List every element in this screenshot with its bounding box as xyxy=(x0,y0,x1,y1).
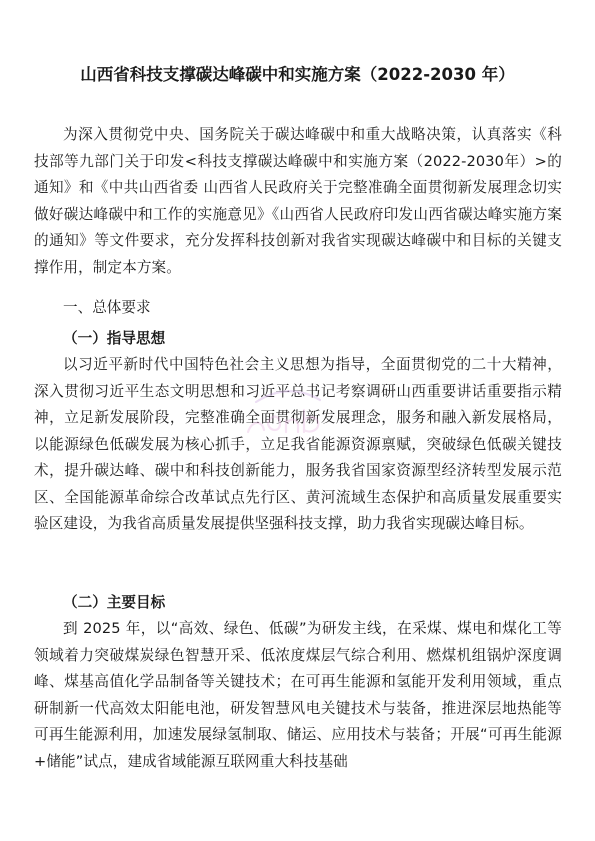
guiding-ideology-paragraph: 以习近平新时代中国特色社会主义思想为指导，全面贯彻党的二十大精神，深入贯彻习近平生态文明思想和习近平总书记考察调研山西重要讲话重要指示精神，立足新发展阶段，完整准确全面贯彻新发展理念，服务和融入新发展格局，以能源绿色低碳发展为核心抓手，立足我省能源资源禀赋，突破绿色低碳关键技术，提升碳达峰、碳中和科技创新能力，服务我省国家资源型经济转型发展示范区、全国能源革命综合改革试点先行区、黄河流域生态保护和高质量发展重要实验区建设，为我省高质量发展提供坚强科技支撑，助力我省实现碳达峰目标。 xyxy=(34,356,562,532)
document-title: 山西省科技支撑碳达峰碳中和实施方案（2022-2030 年） xyxy=(80,65,515,84)
subsection-heading-guiding-ideology: （一）指导思想 xyxy=(63,330,166,347)
intro-paragraph: 为深入贯彻党中央、国务院关于碳达峰碳中和重大战略决策，认真落实《科技部等九部门关于印发<科技支撑碳达峰碳中和实施方案（2022-2030年）>的通知》和《中共山西省委 山西省人民政府关于完整准确全面贯彻新发展理念切实做好碳达峰碳中和工作的实施意见》《山西省人民政府印发山西省碳达峰实施方案的通知》等文件要求，充分发挥科技创新对我省实现碳达峰碳中和目标的关键支撑作用，制定本方案。 xyxy=(34,126,562,276)
main-goals-paragraph: 到 2025 年，以“高效、绿色、低碳”为研发主线，在采煤、煤电和煤化工等领域着力突破煤炭绿色智慧开采、低浓度煤层气综合利用、燃煤机组锅炉深度调峰、煤基高值化学品制备等关键技术；在可再生能源和氢能开发利用领域，重点研制新一代高效太阳能电池，研发智慧风电关键技术与装备，推进深层地热能等可再生能源利用，加速发展绿氢制取、储运、应用技术与装备；开展“可再生能源+储能”试点，建成省域能源互联网重大科技基础 xyxy=(34,620,562,770)
section-heading-general-requirements: 一、总体要求 xyxy=(63,299,151,316)
subsection-heading-main-goals: （二）主要目标 xyxy=(63,594,166,611)
